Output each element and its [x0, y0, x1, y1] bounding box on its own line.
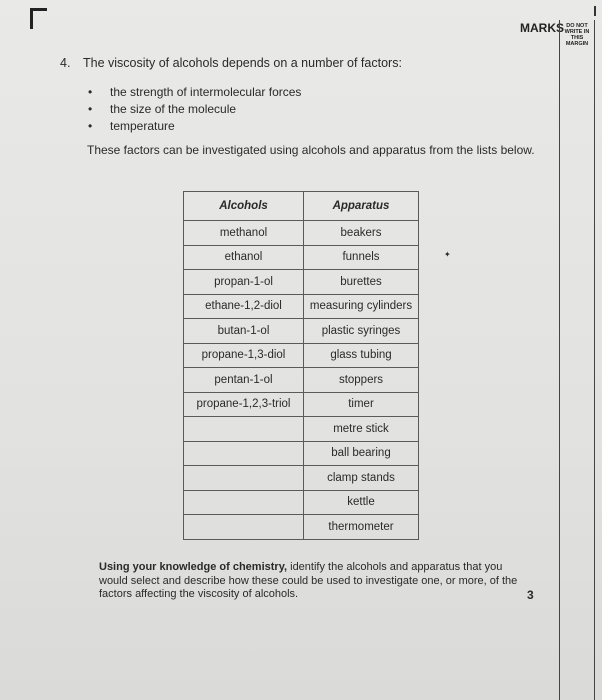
marks-value: 3	[527, 588, 534, 602]
list-item: • temperature	[88, 118, 301, 135]
table-row	[184, 368, 419, 393]
table-row	[184, 392, 419, 417]
question-stem: The viscosity of alcohols depends on a number of factors:	[83, 56, 402, 70]
marks-column-label: MARKS	[520, 21, 564, 35]
apparatus-cell: stoppers	[304, 368, 419, 393]
apparatus-cell: glass tubing	[304, 343, 419, 368]
alcohols-apparatus-table	[183, 191, 419, 540]
alcohol-cell: butan-1-ol	[184, 319, 304, 344]
apparatus-cell: beakers	[304, 221, 419, 246]
list-item: • the strength of intermolecular forces	[88, 84, 301, 101]
alcohol-cell: propane-1,2,3-triol	[184, 392, 304, 417]
table-row	[184, 221, 419, 246]
apparatus-cell: funnels	[304, 245, 419, 270]
apparatus-cell: measuring cylinders	[304, 294, 419, 319]
table-row	[184, 417, 419, 442]
task-prompt	[99, 561, 519, 602]
alcohol-cell	[184, 466, 304, 491]
alcohol-cell: pentan-1-ol	[184, 368, 304, 393]
table-row	[184, 515, 419, 540]
table-row	[184, 466, 419, 491]
apparatus-cell: clamp stands	[304, 466, 419, 491]
alcohol-cell	[184, 441, 304, 466]
apparatus-cell: burettes	[304, 270, 419, 295]
table-row	[184, 490, 419, 515]
factor-list	[88, 84, 301, 135]
margin-note: DO NOT WRITE IN THIS MARGIN	[564, 23, 590, 47]
apparatus-cell: plastic syringes	[304, 319, 419, 344]
table-header-row	[184, 192, 419, 221]
alcohol-cell: ethanol	[184, 245, 304, 270]
alcohol-cell	[184, 417, 304, 442]
apparatus-cell: timer	[304, 392, 419, 417]
list-item: • the size of the molecule	[88, 101, 301, 118]
apparatus-header: Apparatus	[304, 192, 419, 221]
alcohol-cell: methanol	[184, 221, 304, 246]
table-row	[184, 441, 419, 466]
task-prompt-text: identify the alcohols and apparatus that you would select and describe how these could be used to investigate one, or more, of the factors affecting the viscosity of alcohols.	[99, 561, 518, 600]
alcohols-header: Alcohols	[184, 192, 304, 221]
table-row	[184, 270, 419, 295]
do-not-write-margin	[559, 20, 595, 700]
apparatus-cell: ball bearing	[304, 441, 419, 466]
alcohol-cell: propane-1,3-diol	[184, 343, 304, 368]
task-prompt-bold: Using your knowledge of chemistry,	[99, 561, 288, 573]
alcohol-cell	[184, 515, 304, 540]
corner-registration-mark	[30, 8, 47, 29]
table-row	[184, 245, 419, 270]
table-row	[184, 319, 419, 344]
alcohol-cell	[184, 490, 304, 515]
alcohol-cell: ethane-1,2-diol	[184, 294, 304, 319]
intro-text: These factors can be investigated using alcohols and apparatus from the lists below.	[87, 143, 535, 157]
table-body	[184, 221, 419, 540]
corner-registration-tick	[594, 6, 596, 16]
table-row	[184, 343, 419, 368]
question-number: 4.	[60, 56, 71, 70]
apparatus-cell: metre stick	[304, 417, 419, 442]
cursor-arrow-icon: ✦	[444, 250, 451, 259]
apparatus-cell: kettle	[304, 490, 419, 515]
table-row	[184, 294, 419, 319]
alcohol-cell: propan-1-ol	[184, 270, 304, 295]
apparatus-cell: thermometer	[304, 515, 419, 540]
